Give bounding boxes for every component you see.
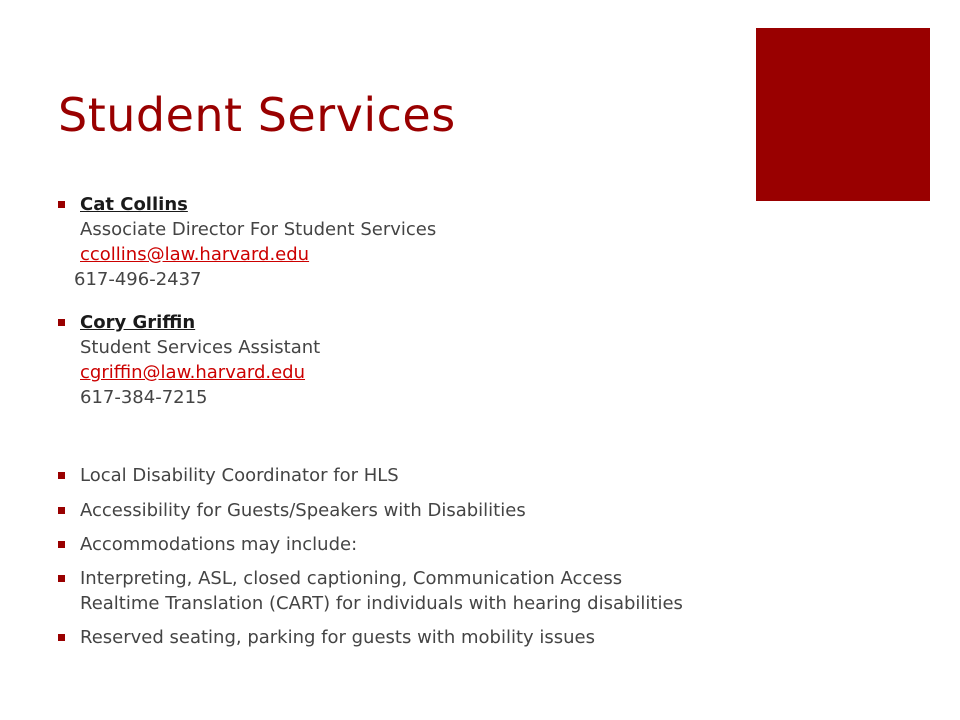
bullet-item <box>58 498 526 523</box>
contact-name: Cat Collins <box>80 194 188 215</box>
contact-phone: 617-384-7215 <box>80 387 208 408</box>
bullet-text: Interpreting, ASL, closed captioning, Communication Access <box>80 568 623 589</box>
bullet-icon <box>58 634 65 641</box>
contact-email-link[interactable]: cgriffin@law.harvard.edu <box>80 362 306 383</box>
contact-cory-griffin <box>58 310 320 410</box>
bullet-icon <box>58 507 65 514</box>
contact-email-link[interactable]: ccollins@law.harvard.edu <box>80 244 310 265</box>
bullet-text-continued: Realtime Translation (CART) for individuals with hearing disabilities <box>80 593 683 614</box>
accent-block <box>756 28 930 201</box>
bullet-icon <box>58 472 65 479</box>
bullet-item <box>58 532 357 557</box>
bullet-text: Reserved seating, parking for guests with mobility issues <box>80 627 596 648</box>
contact-phone: 617-496-2437 <box>74 269 202 290</box>
bullet-item <box>58 625 595 650</box>
bullet-text: Accommodations may include: <box>80 534 358 555</box>
bullet-item <box>58 566 683 616</box>
contact-role: Student Services Assistant <box>80 337 321 358</box>
bullet-text: Accessibility for Guests/Speakers with Disabilities <box>80 500 526 521</box>
contact-name: Cory Griffin <box>80 312 196 333</box>
bullet-icon <box>58 541 65 548</box>
bullet-text: Local Disability Coordinator for HLS <box>80 465 399 486</box>
slide-title: Student Services <box>58 88 456 142</box>
bullet-icon <box>58 575 65 582</box>
bullet-icon <box>58 201 65 208</box>
bullet-item <box>58 463 399 488</box>
contact-role: Associate Director For Student Services <box>80 219 437 240</box>
contact-cat-collins <box>58 192 436 292</box>
bullet-icon <box>58 319 65 326</box>
